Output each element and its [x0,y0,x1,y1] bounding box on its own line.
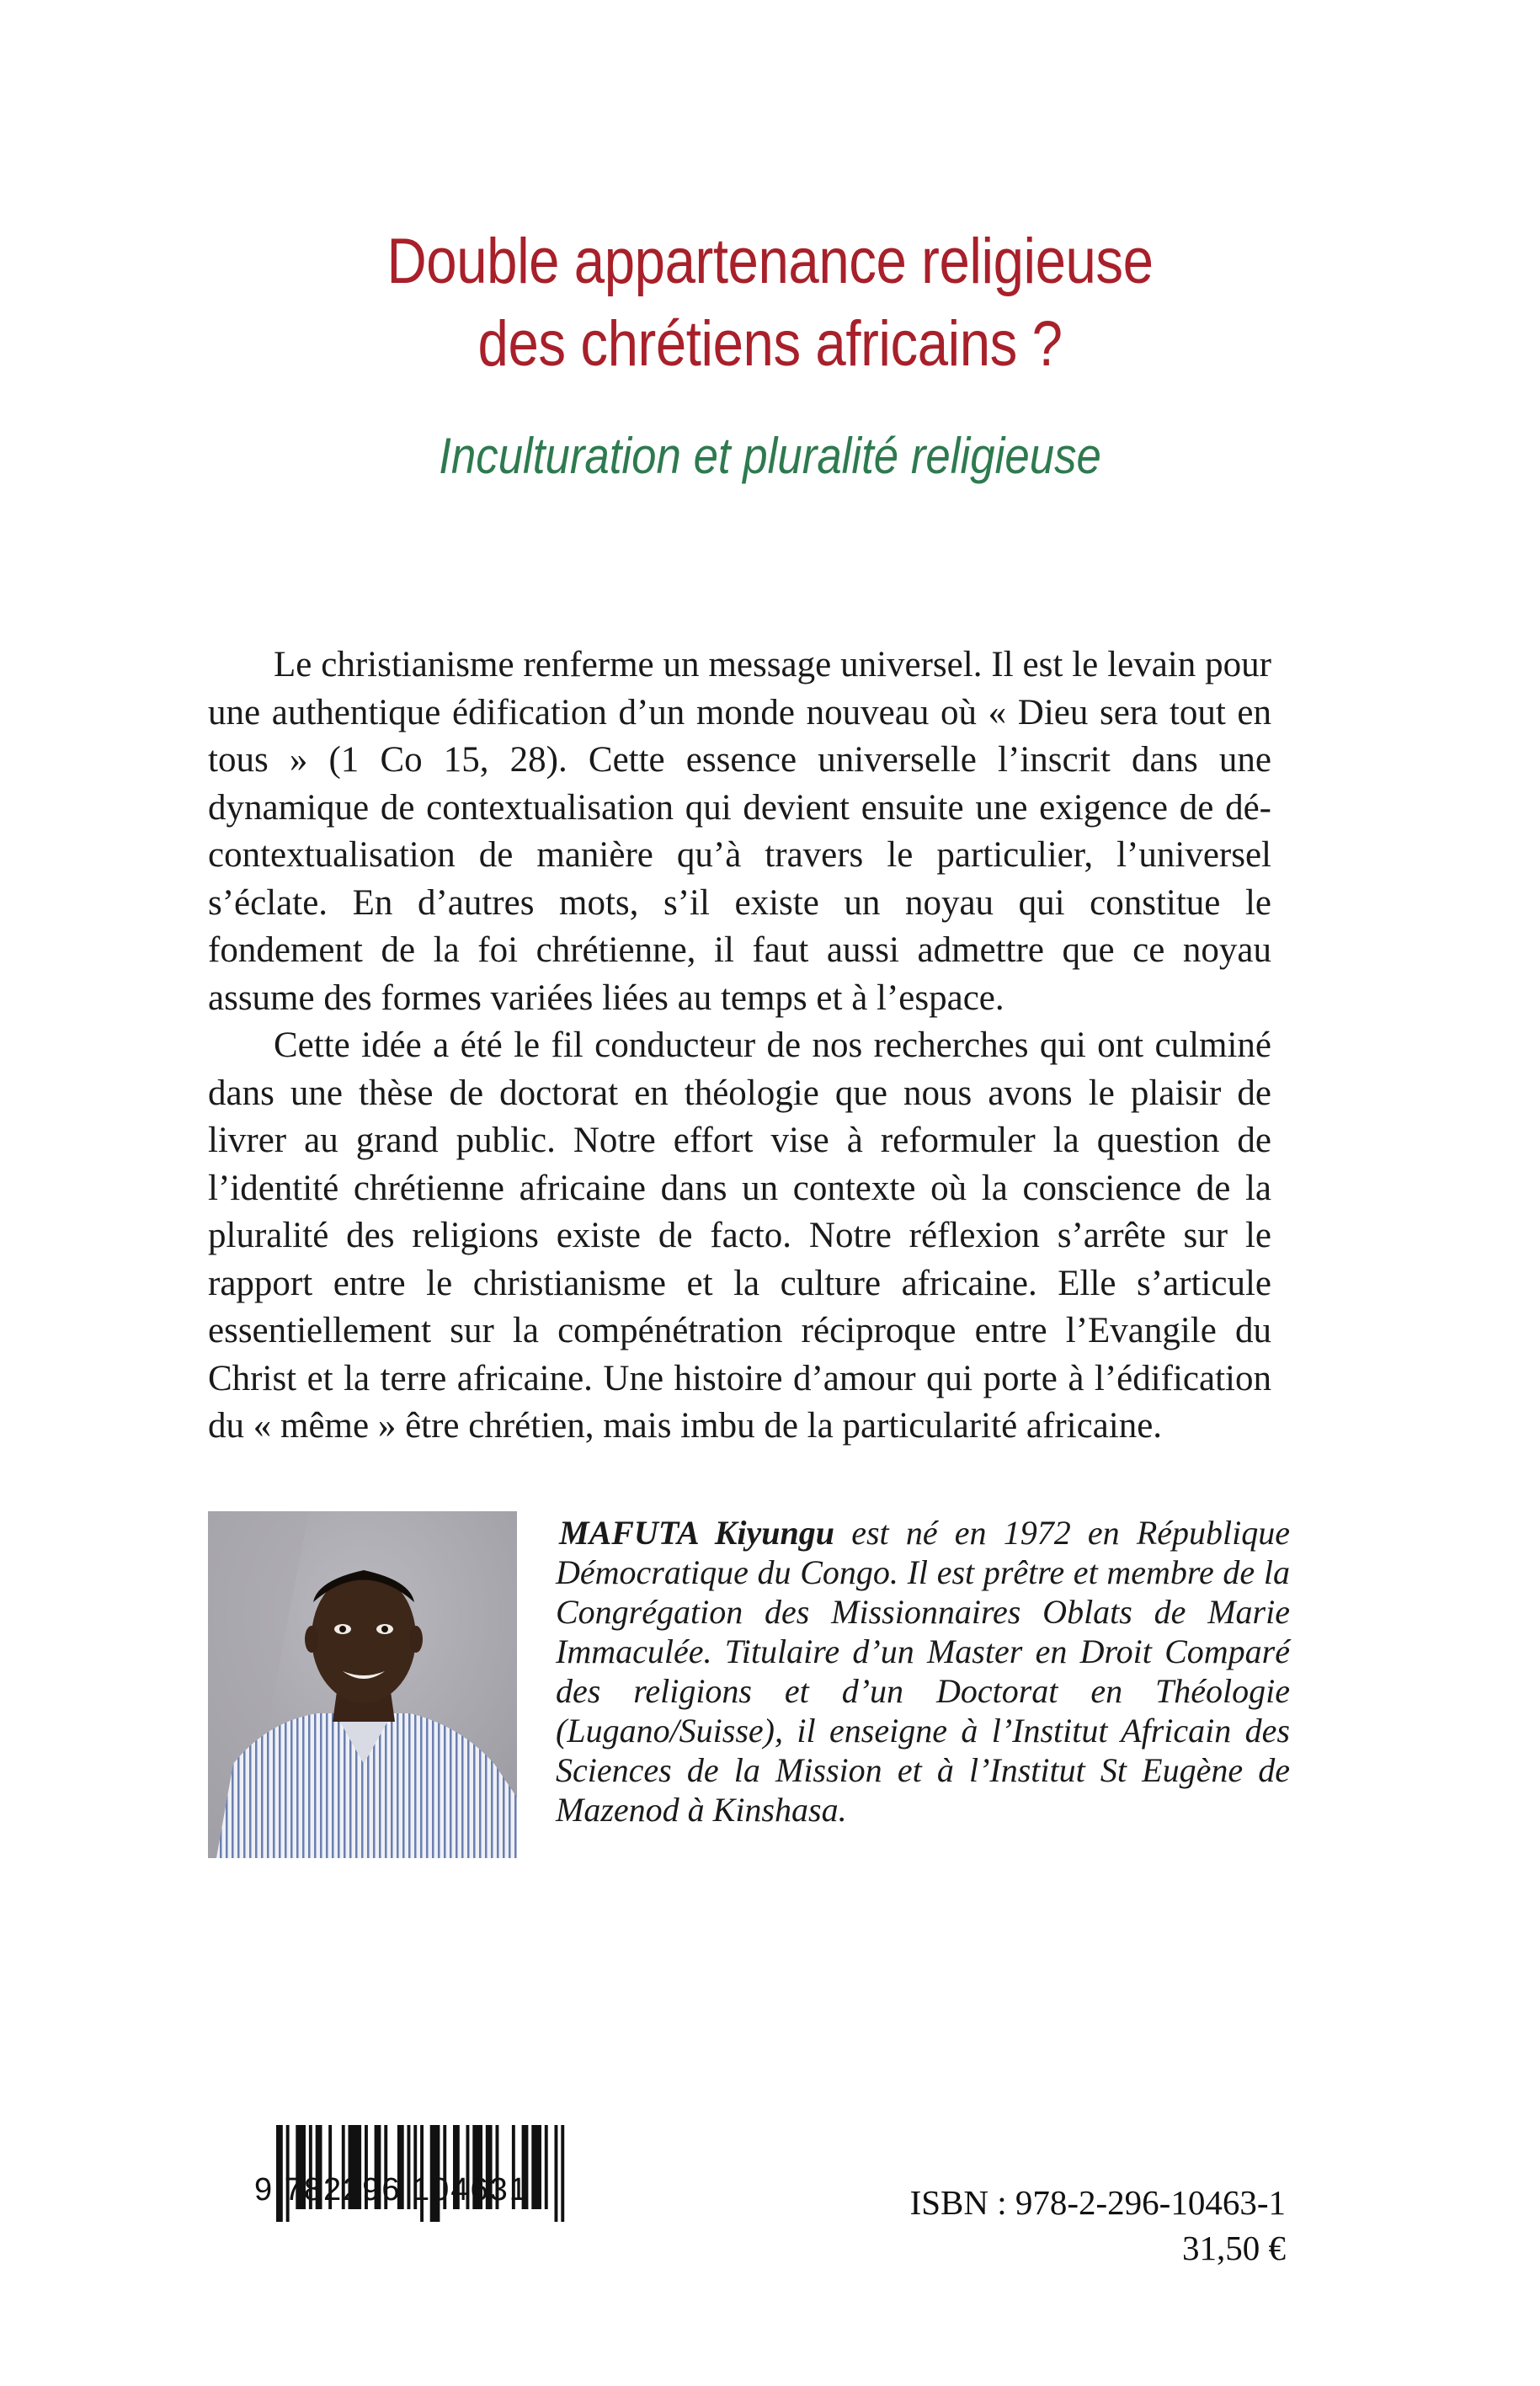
blurb-paragraph-1: Le christianisme renferme un message universel. Il est le levain pour une authentique édification d’un monde nouveau où « Dieu sera tout en tous » (1 Co 15, 28). Cette essence universelle l’inscrit dans une dynamique de contextualisation qui devient ensuite une exigence de dé-contextualisation de manière qu’à travers le particulier, l’universel s’éclate. En d’autres mots, s’il existe un noyau qui constitue le fondement de la foi chrétienne, il faut aussi admettre que ce noyau assume des formes variées liées au temps et à l’espace. [208,645,1271,1018]
isbn: ISBN : 978-2-296-10463-1 [909,2183,1286,2222]
book-title-line-1: Double appartenance religieuse [386,226,1154,297]
blurb [208,642,1271,1451]
price: 31,50 € [1182,2229,1286,2267]
author-bio [556,1513,1290,1829]
author-bio-body: est né en 1972 en République Démocratique du Congo. Il est prêtre et membre de la Congrégation des Missionnaires Oblats de Marie Immaculée. Titulaire d’un Master en Droit Comparé des religions et d’un Doctorat en Théologie (Lugano/Suisse), il enseigne à l’Institut Africain des Sciences de la Mission et à l’Institut St Eugène de Mazenod à Kinshasa. [556,1514,1291,1829]
author-name: MAFUTA Kiyungu [559,1514,834,1552]
book-title [108,221,1432,386]
blurb-paragraph-2: Cette idée a été le fil conducteur de nos recherches qui ont culminé dans une thèse de doctorat en théologie que nous avons le plaisir de livrer au grand public. Notre effort vise à reformuler la question de l’identité chrétienne africaine dans un contexte où la conscience de la pluralité des religions existe de facto. Notre réflexion s’arrête sur le rapport entre le christianisme et la culture africaine. Elle s’articule essentiellement sur la compénétration réciproque entre l’Evangile du Christ et la terre africaine. Une histoire d’amour qui porte à l’édification du « même » être chrétien, mais imbu de la particularité africaine. [208,1025,1271,1446]
author-photo [208,1511,517,1858]
book-subtitle: Inculturation et pluralité religieuse [439,428,1101,484]
author-bio-text [556,1513,1290,1829]
barcode-digits: 9 782296 104631 [254,2172,529,2208]
book-title-line-2: des chrétiens africains ? [477,308,1063,380]
